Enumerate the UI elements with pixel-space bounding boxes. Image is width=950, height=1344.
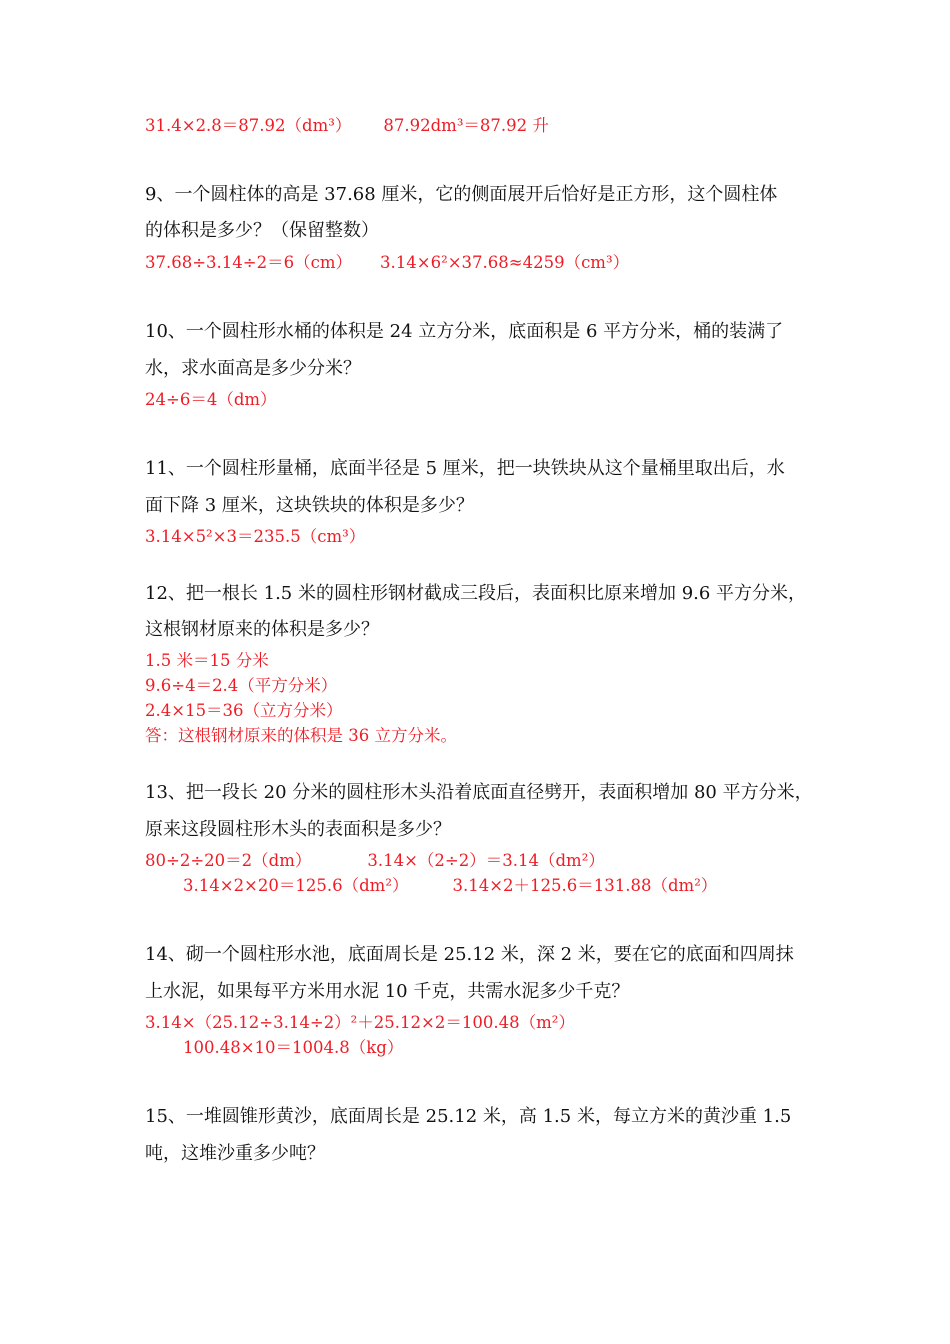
question-12-line-1: 12、把一根长 1.5 米的圆柱形钢材截成三段后，表面积比原来增加 9.6 平方分米， — [145, 583, 807, 604]
question-13-line-1: 13、把一段长 20 分米的圆柱形木头沿着底面直径劈开，表面积增加 80 平方分米， — [145, 782, 813, 803]
question-12-answer-4: 答：这根钢材原来的体积是 36 立方分米。 — [145, 726, 457, 745]
question-12-answer-3: 2.4×15＝36（立方分米） — [145, 701, 343, 720]
answer-part: 3.14×2×20＝125.6（dm²） — [183, 876, 409, 895]
question-9-line-1: 9、一个圆柱体的高是 37.68 厘米，它的侧面展开后恰好是正方形，这个圆柱体 — [145, 184, 778, 205]
question-13-answer-1 — [145, 853, 605, 870]
question-12-answer-2: 9.6÷4＝2.4（平方分米） — [145, 676, 338, 695]
question-12-answer-1: 1.5 米＝15 分米 — [145, 651, 269, 670]
question-14-line-1: 14、砌一个圆柱形水池，底面周长是 25.12 米，深 2 米，要在它的底面和四周抹 — [145, 944, 794, 965]
question-10-line-1: 10、一个圆柱形水桶的体积是 24 立方分米，底面积是 6 平方分米，桶的装满了 — [145, 321, 784, 342]
answer-part: 3.14×（2÷2）＝3.14（dm²） — [367, 851, 605, 870]
question-10-answer: 24÷6＝4（dm） — [145, 390, 277, 409]
question-9-line-2: 的体积是多少？（保留整数） — [145, 220, 379, 241]
answer-part: 87.92dm³＝87.92 升 — [383, 116, 549, 135]
answer-part: 80÷2÷20＝2（dm） — [145, 851, 312, 870]
question-12-line-2: 这根钢材原来的体积是多少？ — [145, 619, 379, 640]
answer-line — [145, 118, 549, 135]
question-11-line-1: 11、一个圆柱形量桶，底面半径是 5 厘米，把一块铁块从这个量桶里取出后，水 — [145, 458, 785, 479]
answer-part: 3.14×6²×37.68≈4259（cm³） — [380, 253, 630, 272]
question-11-line-2: 面下降 3 厘米，这块铁块的体积是多少？ — [145, 495, 474, 516]
question-11-answer: 3.14×5²×3＝235.5（cm³） — [145, 527, 366, 546]
question-15-line-1: 15、一堆圆锥形黄沙，底面周长是 25.12 米，高 1.5 米，每立方米的黄沙重 1.5 — [145, 1106, 792, 1127]
question-14-answer-1: 3.14×（25.12÷3.14÷2）²＋25.12×2＝100.48（m²） — [145, 1013, 575, 1032]
question-10-line-2: 水，求水面高是多少分米？ — [145, 358, 361, 379]
question-9-answer — [145, 255, 629, 272]
question-13-line-2: 原来这段圆柱形木头的表面积是多少？ — [145, 819, 451, 840]
question-14-answer-2: 100.48×10＝1004.8（kg） — [183, 1038, 404, 1057]
question-14-line-2: 上水泥，如果每平方米用水泥 10 千克，共需水泥多少千克？ — [145, 981, 630, 1002]
question-15-line-2: 吨，这堆沙重多少吨？ — [145, 1143, 325, 1164]
answer-part: 3.14×2＋125.6＝131.88（dm²） — [452, 876, 718, 895]
answer-part: 37.68÷3.14÷2＝6（cm） — [145, 253, 353, 272]
question-13-answer-2 — [183, 878, 717, 895]
answer-part: 31.4×2.8＝87.92（dm³） — [145, 116, 352, 135]
